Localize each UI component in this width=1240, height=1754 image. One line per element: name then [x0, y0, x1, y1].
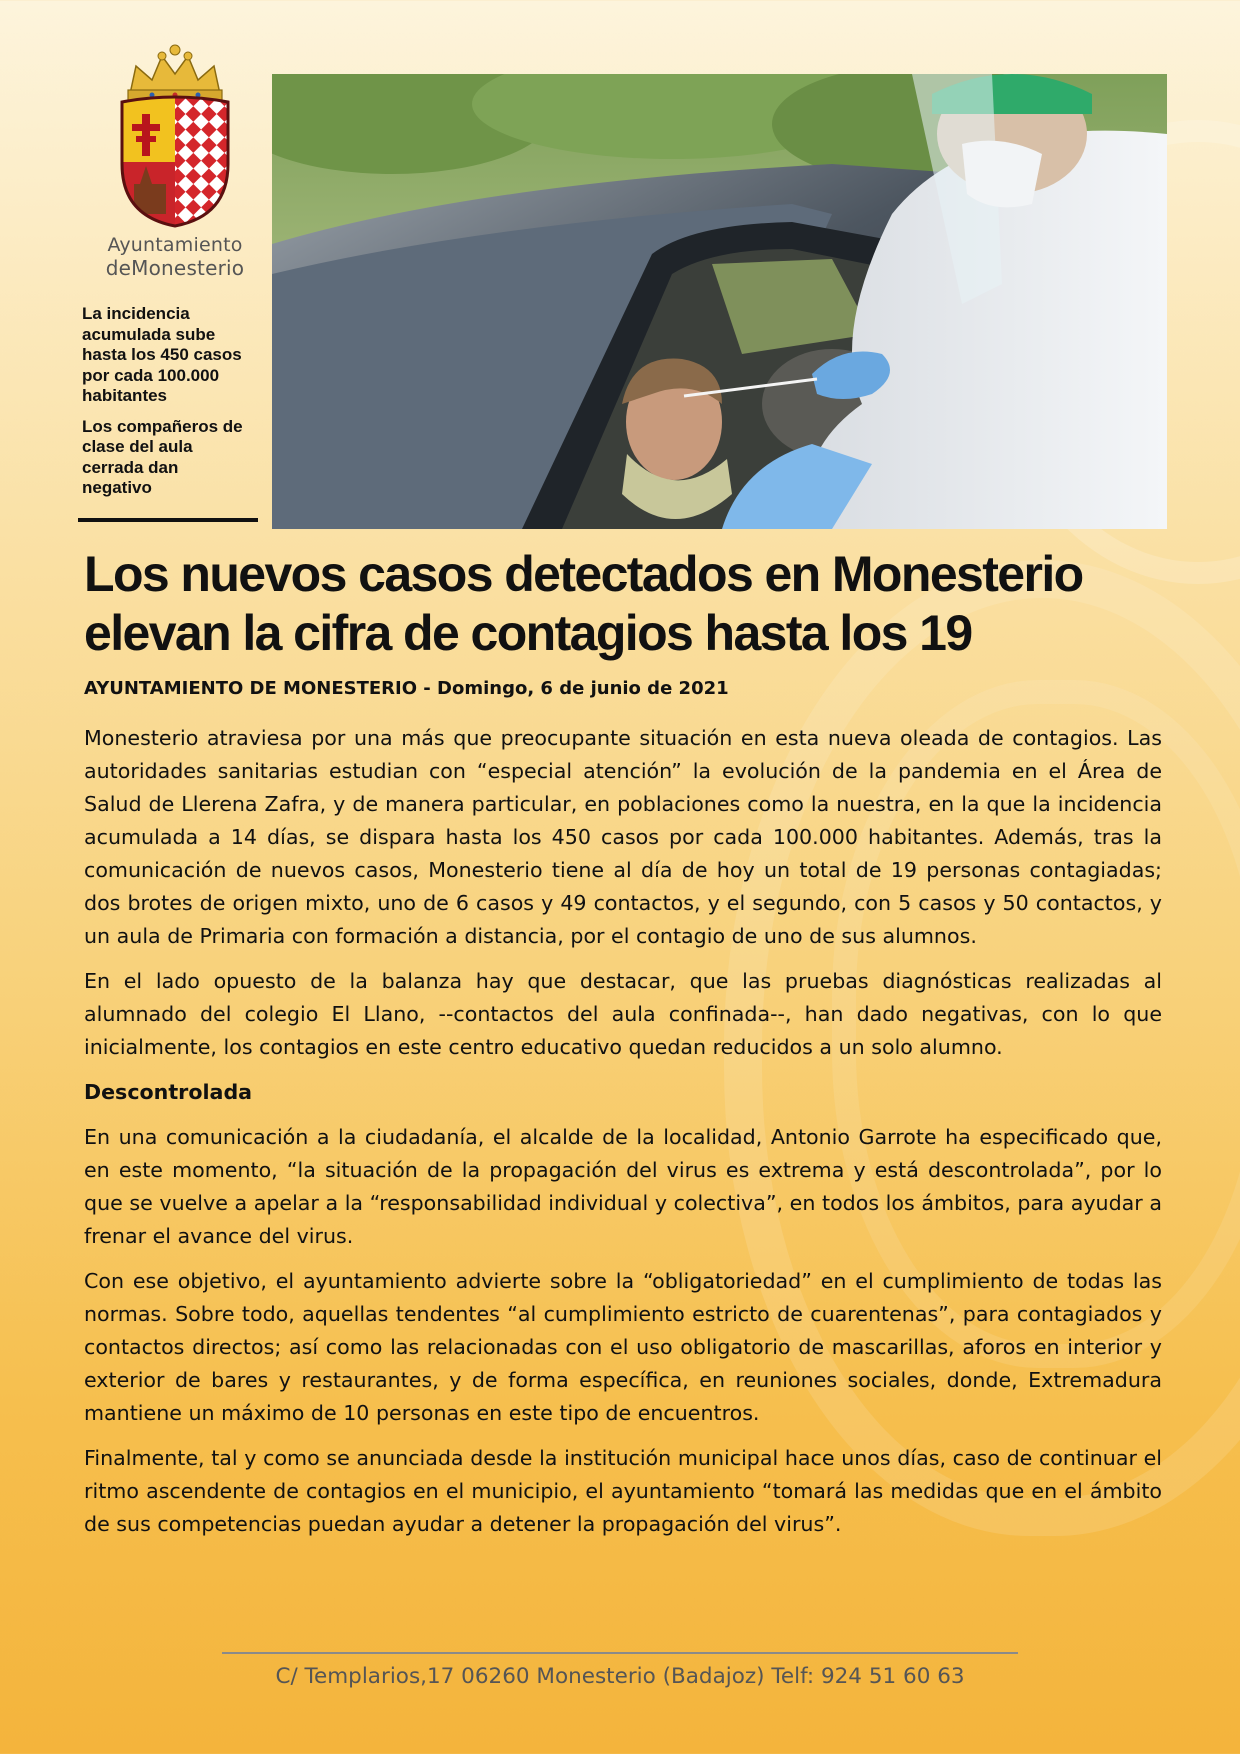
highlight-incidence: La incidencia acumulada sube hasta los 450 casos por cada 100.000 habitantes — [82, 304, 242, 405]
crest-icon — [100, 44, 250, 234]
article-photo — [272, 74, 1167, 529]
article-headline: Los nuevos casos detectados en Monesterio elevan la cifra de contagios hasta los 19 — [84, 546, 1083, 661]
paragraph: Monesterio atraviesa por una más que preocupante situación en esta nueva oleada de contagios. Las autoridades sanitarias estudian con “especial atención” la evolución de la pandemia en el Área de Salud de Llerena Zafra, y de manera particular, en poblaciones como la nuestra, en la que la incidencia acumulada a 14 días, se dispara hasta los 450 casos por cada 100.000 habitantes. Además, tras la comunicación de nuevos casos, Monesterio tiene al día de hoy un total de 19 personas contagiadas; dos brotes de origen mixto, uno de 6 casos y 49 contactos, y el segundo, con 5 casos y 50 contactos, y un aula de Primaria con formación a distancia, por el contagio de uno de sus alumnos. — [84, 726, 1162, 948]
covid-test-photo-icon — [272, 74, 1167, 529]
sidebar-divider — [78, 518, 258, 522]
paragraph: Finalmente, tal y como se anunciada desde la institución municipal hace unos días, caso de continuar el ritmo ascendente de contagios en el municipio, el ayuntamiento “tomará las medidas que en el ámbito de sus competencias puedan ayudar a detener la propagación del virus”. — [84, 1446, 1162, 1536]
article-body — [84, 722, 1162, 1553]
section-subheading: Descontrolada — [84, 1080, 253, 1104]
paragraph: En el lado opuesto de la balanza hay que destacar, que las pruebas diagnósticas realizadas al alumnado del colegio El Llano, --contactos del aula confinada--, han dado negativas, con lo que inicialmente, los contagios en este centro educativo quedan reducidos a un solo alumno. — [84, 969, 1162, 1059]
town-crest-logo — [100, 44, 250, 279]
paragraph: Con ese objetivo, el ayuntamiento advierte sobre la “obligatoriedad” en el cumplimiento de todas las normas. Sobre todo, aquellas tendentes “al cumplimiento estricto de cuarentenas”, para contagiados y contactos directos; así como las relacionadas con el uso obligatorio de mascarillas, aforos en interior y exterior de bares y restaurantes, y de forma específica, en reuniones sociales, donde, Extremadura mantiene un máximo de 10 personas en este tipo de encuentros. — [84, 1269, 1162, 1425]
highlight-classmates: Los compañeros de clase del aula cerrada dan negativo — [82, 416, 243, 497]
footer-address: C/ Templarios,17 06260 Monesterio (Badajoz) Telf: 924 51 60 63 — [275, 1664, 965, 1689]
footer-divider — [222, 1652, 1018, 1654]
crest-text-monesterio: deMonesterio — [105, 256, 245, 280]
paragraph: En una comunicación a la ciudadanía, el alcalde de la localidad, Antonio Garrote ha especificado que, en este momento, “la situación de la propagación del virus es extrema y está descontrolada”, por lo que se vuelve a apelar a la “responsabilidad individual y colectiva”, en todos los ámbitos, para ayudar a frenar el avance del virus. — [84, 1125, 1162, 1248]
article-byline: AYUNTAMIENTO DE MONESTERIO - Domingo, 6 de junio de 2021 — [84, 678, 729, 699]
crest-text-ayuntamiento: Ayuntamiento — [107, 234, 243, 256]
sidebar-highlights — [82, 304, 252, 509]
